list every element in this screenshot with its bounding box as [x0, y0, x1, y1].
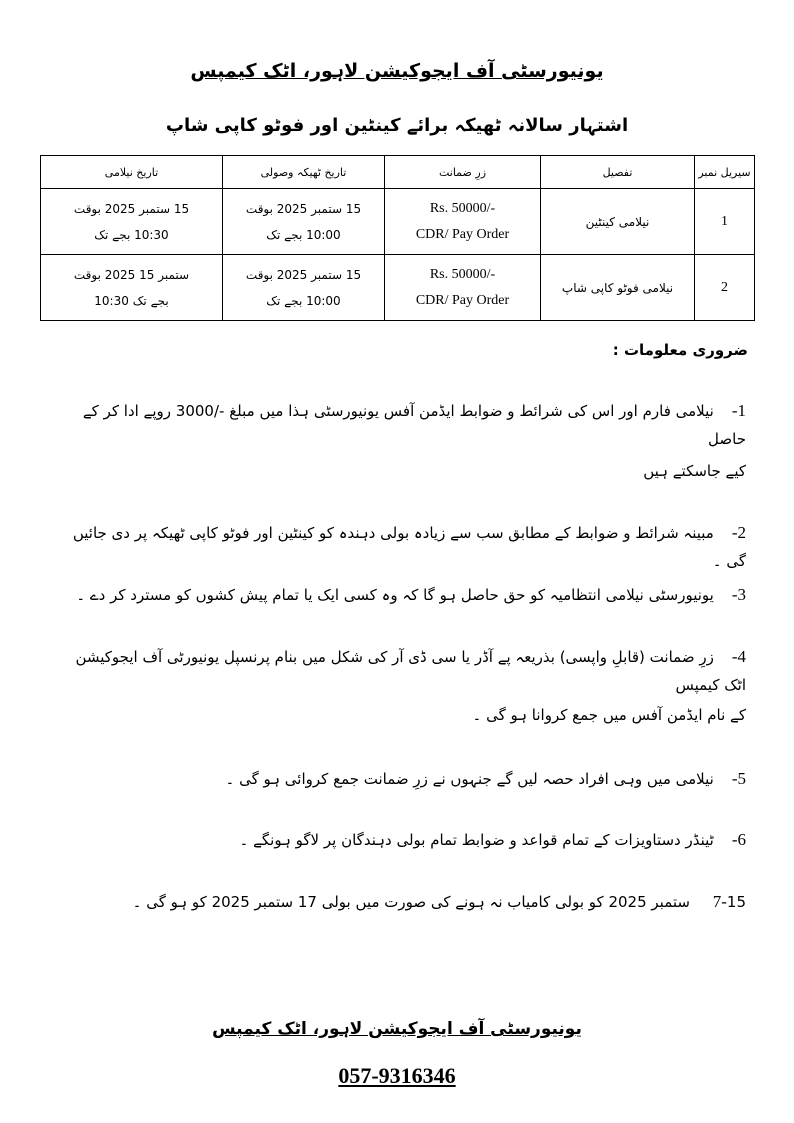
security-mode: CDR/ Pay Order: [415, 226, 510, 242]
item-text: ٹینڈر دستاویزات کے تمام قواعد و ضوابط تمام بولی دہندگان پر لاگو ہونگے ۔: [239, 831, 714, 849]
item-number: 5-: [731, 769, 746, 788]
cell-security: [385, 255, 541, 321]
item-text: نیلامی میں وہی افراد حصہ لیں گے جنہوں نے زرِ ضمانت جمع کروائی ہو گی ۔: [225, 770, 714, 788]
table-row: [41, 255, 755, 321]
info-item-2: [56, 519, 746, 575]
item-number: 2-: [731, 523, 746, 542]
document-title: [0, 60, 794, 82]
auction-date-line1: ستمبر 15 2025 بوقت: [73, 267, 190, 282]
info-item-6: [56, 826, 746, 854]
auction-date-line1: 15 ستمبر 2025 بوقت: [73, 201, 190, 216]
cell-detail: نیلامی فوٹو کاپی شاپ: [541, 255, 695, 321]
cell-serial: 2: [695, 255, 755, 321]
table-row: [41, 189, 755, 255]
item-text: 15 ستمبر 2025 کو بولی کامیاب نہ ہونے کی صورت میں بولی 17 ستمبر 2025 کو ہو گی ۔: [132, 893, 746, 911]
document-subtitle: اشتہار سالانہ ٹھیکہ برائے کینٹین اور فوٹو کاپی شاپ: [165, 115, 629, 136]
table-header-row: [41, 156, 755, 189]
header-auction-date: تاریخ نیلامی: [41, 156, 223, 189]
item-text: نیلامی فارم اور اس کی شرائط و ضوابط ایڈمن آفس یونیورسٹی ہذا میں مبلغ -/3000 روپے ادا کر کے حاصل: [82, 402, 746, 448]
cell-auction-date: [41, 255, 223, 321]
footer-institution-text: یونیورسٹی آف ایجوکیشن لاہور، اٹک کیمپس: [212, 1019, 582, 1039]
header-tender-date: تاریخ ٹھیکہ وصولی: [223, 156, 385, 189]
cell-tender-date: [223, 255, 385, 321]
info-item-1-continuation: کیے جاسکتے ہیں: [643, 462, 746, 480]
info-item-5: [56, 765, 746, 793]
footer-phone: [0, 1063, 794, 1089]
header-detail: تفصیل: [541, 156, 695, 189]
header-security: زرِ ضمانت: [385, 156, 541, 189]
security-amount: Rs. 50000/-: [429, 266, 496, 282]
item-number: 7-: [712, 892, 727, 911]
info-item-3: [56, 581, 746, 609]
security-mode: CDR/ Pay Order: [415, 292, 510, 308]
cell-serial: 1: [695, 189, 755, 255]
cell-auction-date: [41, 189, 223, 255]
info-item-4-continuation: کے نام ایڈمن آفس میں جمع کروانا ہو گی ۔: [472, 706, 746, 724]
auction-date-line2: بجے تک 10:30: [94, 293, 169, 308]
item-number: 4-: [731, 647, 746, 666]
tender-date-line2: 10:00 بجے تک: [266, 293, 341, 308]
item-number: 6-: [731, 830, 746, 849]
tender-date-line1: 15 ستمبر 2025 بوقت: [245, 201, 362, 216]
item-text: یونیورسٹی نیلامی انتظامیہ کو حق حاصل ہو گا کہ وہ کسی ایک یا تمام پیش کشوں کو مسترد کر دے ۔: [76, 586, 714, 604]
tender-date-line1: 15 ستمبر 2025 بوقت: [245, 267, 362, 282]
footer-phone-text: 057-9316346: [338, 1063, 456, 1088]
cell-tender-date: [223, 189, 385, 255]
header-serial: سیریل نمبر: [695, 156, 755, 189]
item-text: مبینہ شرائط و ضوابط کے مطابق سب سے زیادہ بولی دہندہ کو کینٹین اور فوٹو کاپی ٹھیکہ پر دی جائیں گی ۔: [72, 524, 746, 570]
tender-table: [40, 155, 755, 321]
info-item-7: [56, 888, 746, 916]
security-amount: Rs. 50000/-: [429, 200, 496, 216]
auction-date-line2: 10:30 بجے تک: [94, 227, 169, 242]
tender-date-line2: 10:00 بجے تک: [266, 227, 341, 242]
item-number: 3-: [731, 585, 746, 604]
footer-institution: [0, 1018, 794, 1039]
item-text: زرِ ضمانت (قابلِ واپسی) بذریعہ پے آڈر یا سی ڈی آر کی شکل میں بنام پرنسپل یونیورٹی آف ایجوکیشن اٹک کیمپس: [75, 648, 746, 694]
title-text: یونیورسٹی آف ایجوکیشن لاہور، اٹک کیمپس: [190, 60, 604, 82]
info-item-1: [56, 397, 746, 453]
cell-detail: نیلامی کینٹین: [541, 189, 695, 255]
item-number: 1-: [731, 401, 746, 420]
cell-security: [385, 189, 541, 255]
info-heading: ضروری معلومات :: [612, 341, 748, 359]
info-item-4: [56, 643, 746, 699]
